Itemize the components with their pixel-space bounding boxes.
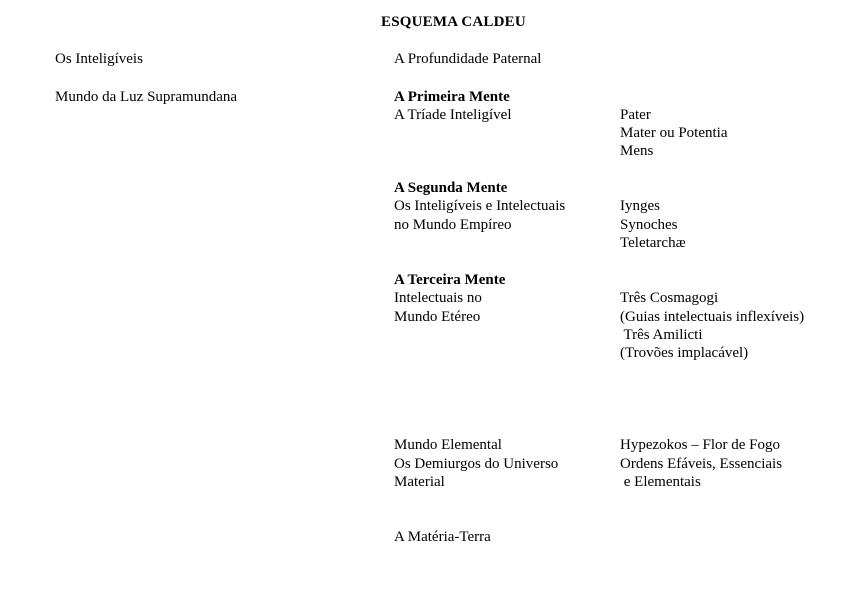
elemental-line: Mundo Elemental	[394, 437, 502, 453]
right-third-mind-item: (Trovões implacável)	[620, 345, 749, 361]
paternal-depth: A Profundidade Paternal	[394, 51, 542, 67]
right-third-mind-item: Três Cosmagogi	[620, 290, 719, 306]
right-second-mind-item: Iynges	[620, 198, 660, 214]
third-mind-line: Mundo Etéreo	[394, 309, 481, 325]
first-mind-heading: A Primeira Mente	[394, 89, 510, 105]
right-elemental-item: e Elementais	[620, 474, 701, 490]
right-second-mind-item: Teletarchæ	[620, 235, 686, 251]
third-mind-heading: A Terceira Mente	[394, 272, 506, 288]
second-mind-line: no Mundo Empíreo	[394, 217, 512, 233]
right-second-mind-item: Synoches	[620, 217, 678, 233]
elemental-line: Material	[394, 474, 445, 490]
left-label-supramundane-light: Mundo da Luz Supramundana	[55, 89, 238, 105]
left-label-intelligibles: Os Inteligíveis	[55, 51, 143, 67]
right-first-mind-item: Mens	[620, 143, 654, 159]
third-mind-line: Intelectuais no	[394, 290, 482, 306]
document-title: ESQUEMA CALDEU	[381, 14, 526, 30]
first-mind-line: A Tríade Inteligível	[394, 107, 512, 123]
right-first-mind-item: Pater	[620, 107, 651, 123]
right-third-mind-item: Três Amilicti	[620, 327, 703, 343]
matter-earth: A Matéria-Terra	[394, 529, 491, 545]
second-mind-heading: A Segunda Mente	[394, 180, 508, 196]
right-first-mind-item: Mater ou Potentia	[620, 125, 728, 141]
right-third-mind-item: (Guias intelectuais inflexíveis)	[620, 309, 805, 325]
right-elemental-item: Hypezokos – Flor de Fogo	[620, 437, 780, 453]
right-elemental-item: Ordens Efáveis, Essenciais	[620, 456, 783, 472]
second-mind-line: Os Inteligíveis e Intelectuais	[394, 198, 566, 214]
elemental-line: Os Demiurgos do Universo	[394, 456, 559, 472]
